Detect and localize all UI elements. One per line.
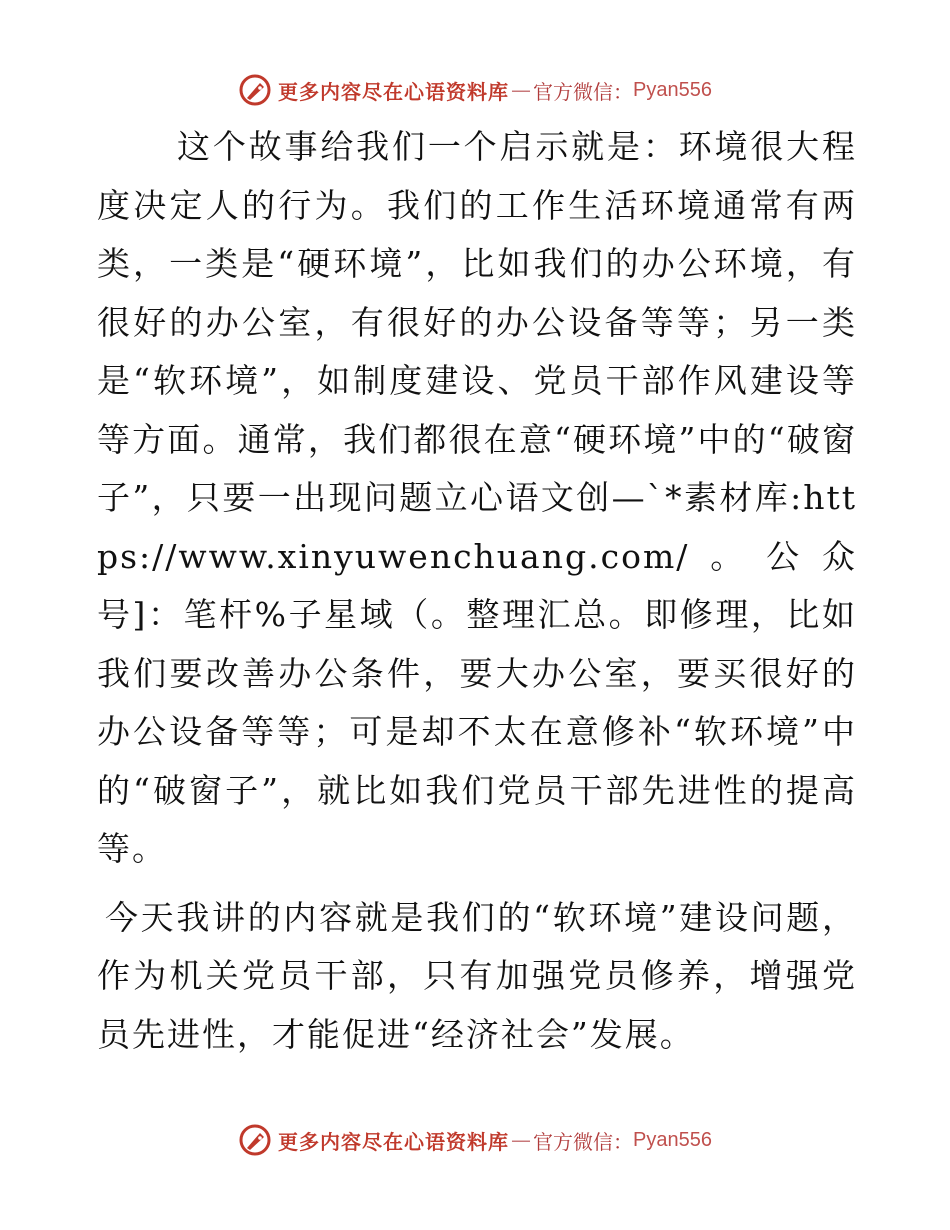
wechat-label: 官方微信： [533,1129,634,1154]
body-paragraph-1: 这个故事给我们一个启示就是：环境很大程度决定人的行为。我们的工作生活环境通常有两类，一类是“硬环境”，比如我们的办公环境，有很好的办公室，有很好的办公设备等等；另一类是“软环境”，如制度建设、党员干部作风建设等等方面。通常，我们都很在意“硬环境”中的“破窗子”，只要一出现问题立心语文创—`*素材库:https://www.xinyuwenchuang.com/。公众号]：笔杆%子星域（。整理汇总。即修理，比如我们要改善办公条件，要大办公室，要买很好的办公设备等等；可是却不太在意修补“软环境”中的“破窗子”，就比如我们党员干部先进性的提高等。 [97,127,857,868]
footer-separator: — [511,1128,532,1152]
site-name-text: 更多内容尽在心语资料库 [278,1129,510,1154]
body-paragraph-2: 今天我讲的内容就是我们的“软环境”建设问题，作为机关党员干部，只有加强党员修养，增强党员先进性，才能促进“经济社会”发展。 [97,897,857,1054]
page-header-watermark [0,70,950,110]
document-body [97,118,857,1064]
wechat-id: Pyan556 [633,1128,712,1151]
header-separator: — [511,78,532,102]
pen-nib-circle-icon [238,73,272,107]
wechat-id: Pyan556 [633,78,712,101]
pen-nib-circle-icon [238,1123,272,1157]
page-footer-watermark [0,1120,950,1160]
wechat-label: 官方微信： [533,79,634,104]
site-name-text: 更多内容尽在心语资料库 [278,79,510,104]
